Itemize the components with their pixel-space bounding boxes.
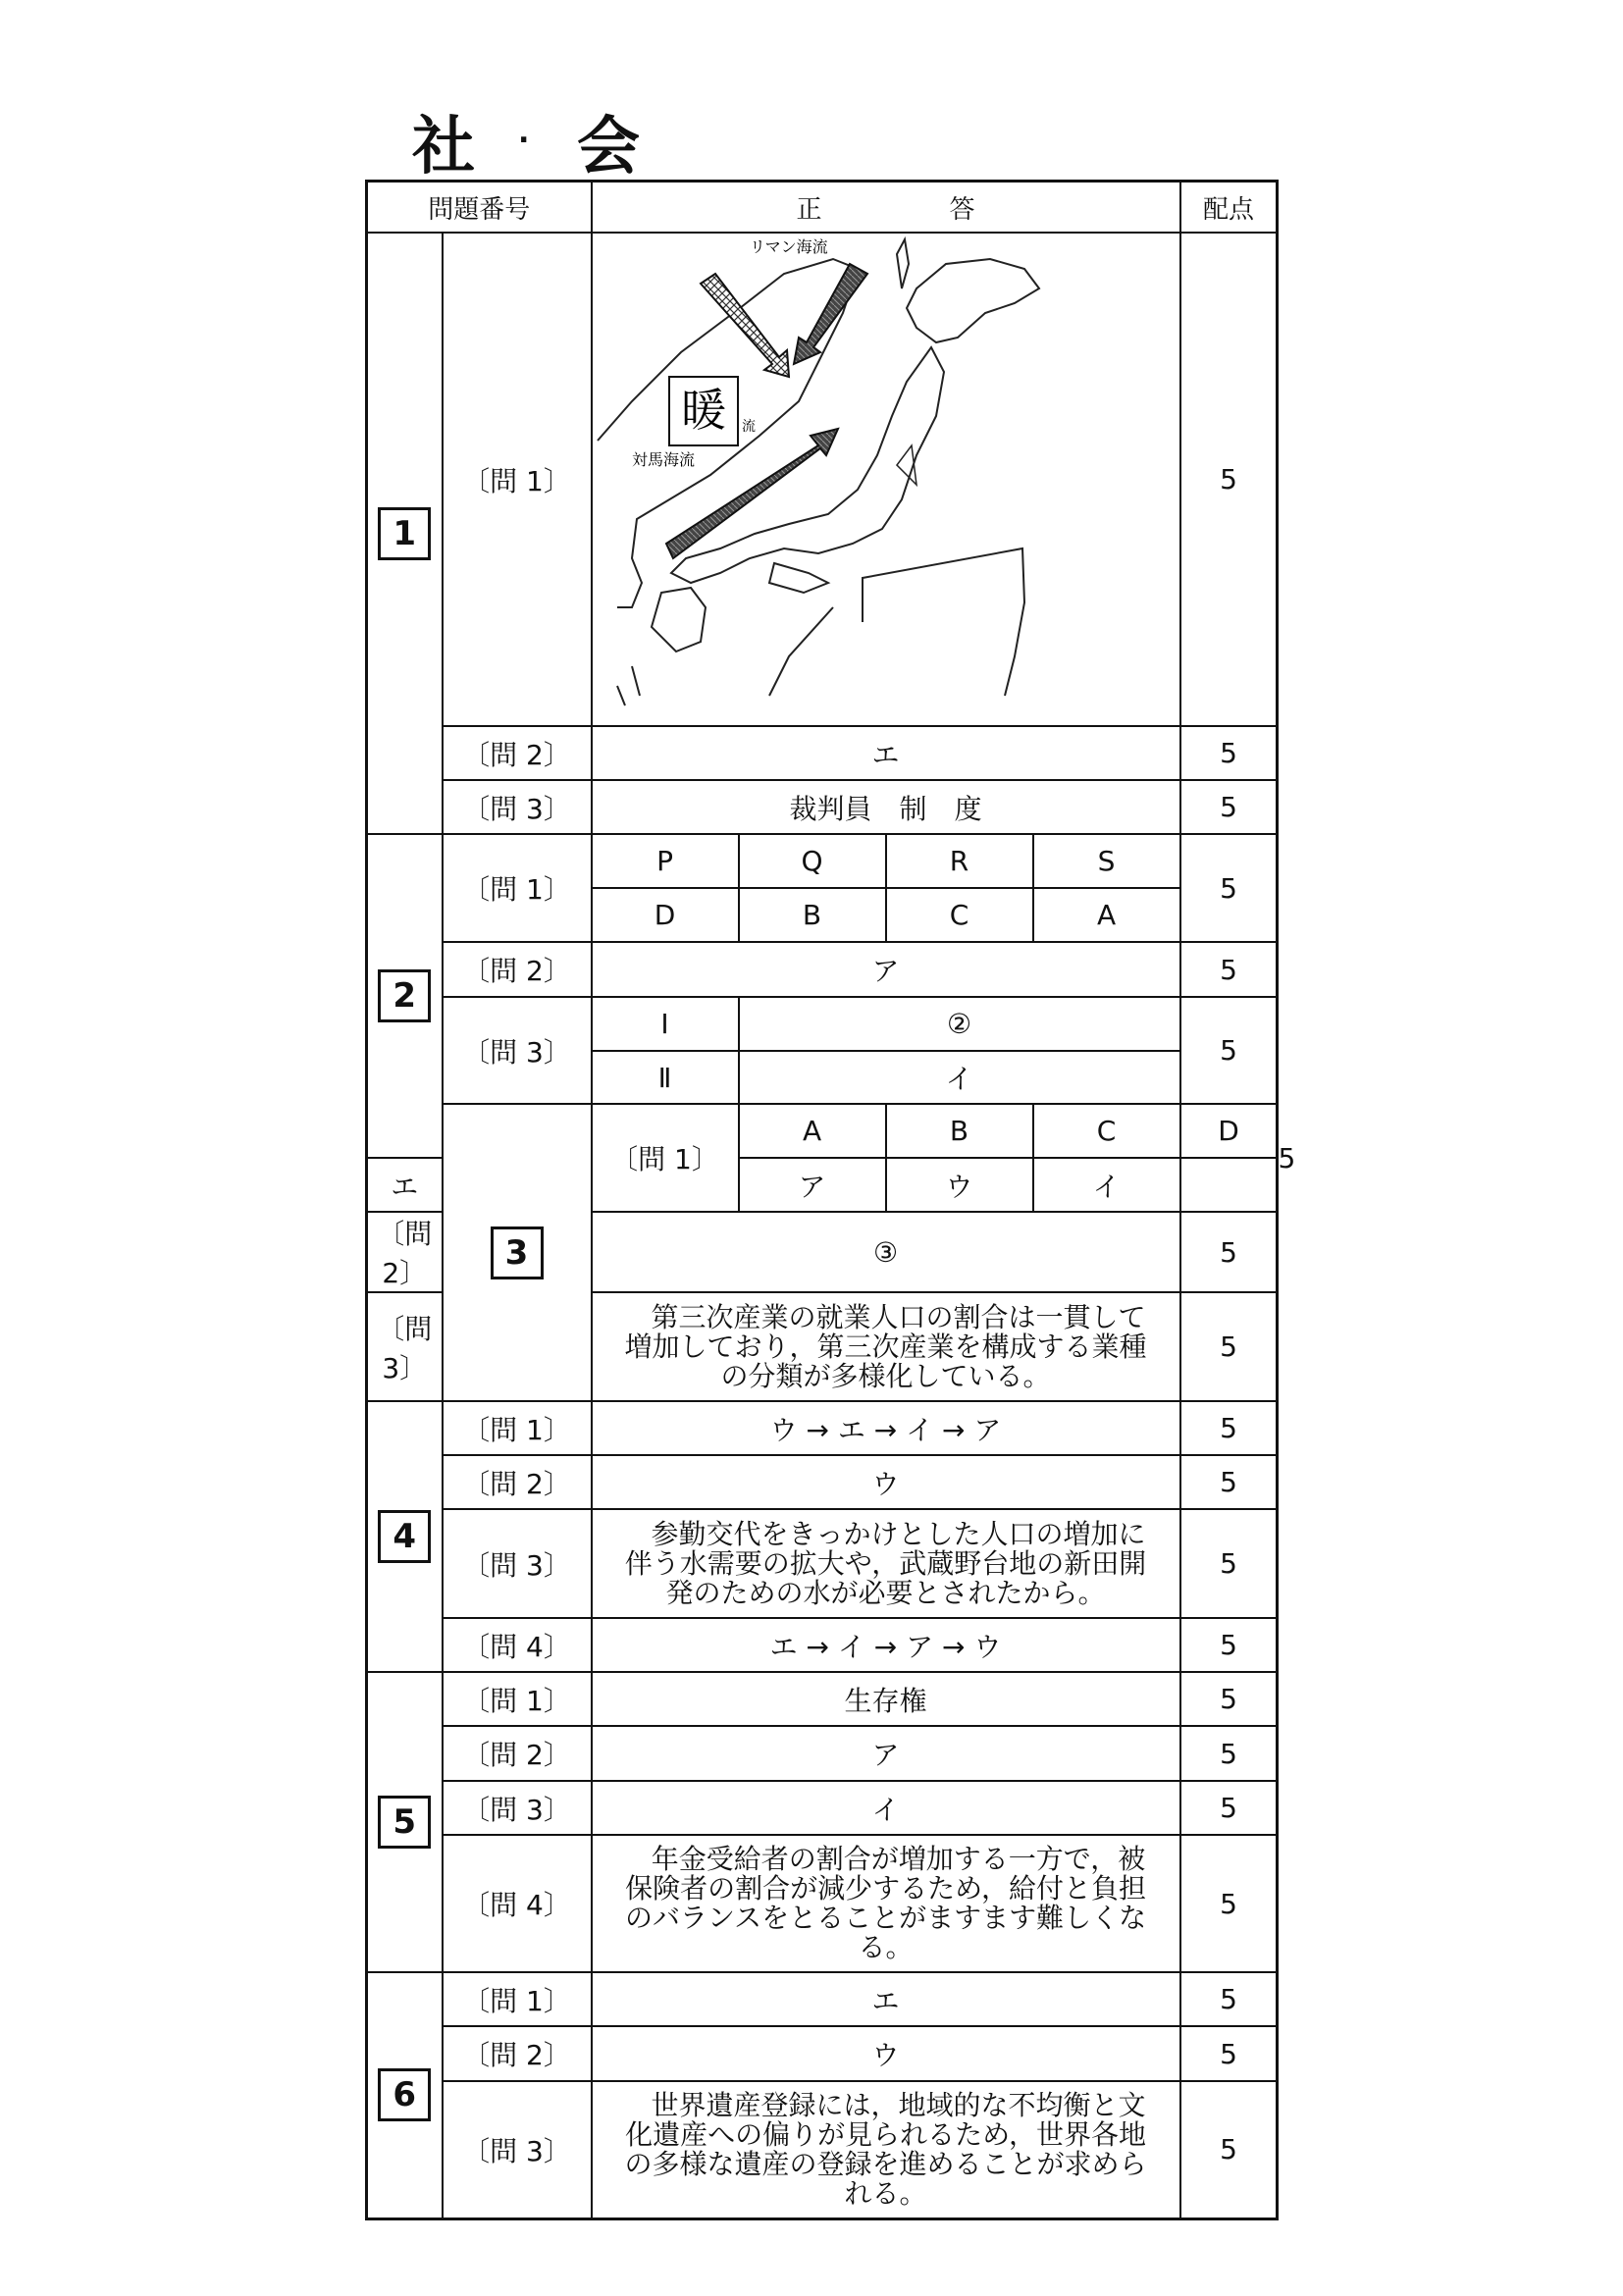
points: 5 [1180,2081,1278,2218]
answer-line: 第三次産業の就業人口の割合は一貫して [651,1300,1146,1333]
answer-line: のバランスをとることがますます難しくな [624,1902,1147,1934]
question-label: 〔問 1〕 [443,1972,592,2026]
current-arrow-hatched [701,274,789,377]
section-number-box: 6 [378,2068,431,2121]
title-char-1: 社 [412,111,477,183]
section-number-box: 3 [491,1226,544,1279]
q1-row-2 [367,726,1278,780]
answer-line: の分類が多様化している。 [720,1359,1051,1392]
points: 5 [1180,1672,1278,1726]
header-points: 配点 [1180,182,1278,234]
header-row [367,182,1278,234]
section-2-number [367,834,443,1158]
sub-answer: C [886,888,1033,942]
section-number-box: 2 [378,969,431,1022]
section-4-number [367,1401,443,1672]
answer-line: 保険者の割合が減少するため，給付と負担 [625,1872,1146,1905]
q4-row-4 [367,1618,1278,1672]
japan-map-image [593,235,1181,725]
answer-cell: ③ [592,1212,1180,1292]
answer-cell: エ [592,726,1180,780]
answer-line: る。 [858,1931,914,1963]
title-char-2: 会 [577,111,642,183]
sub-answer: ウ [886,1158,1033,1212]
question-label: 〔問 3〕 [443,997,592,1104]
sub-answer: イ [739,1051,1180,1104]
q5-row-3 [367,1781,1278,1835]
q2-row-1a [367,834,1278,888]
tsushima-label: 対馬海流 [631,449,695,469]
points: 5 [1180,1835,1278,1972]
points: 5 [1180,2026,1278,2081]
answer-table [365,180,1296,2220]
section-1-number [367,233,443,834]
answer-cell: エ → イ → ア → ウ [592,1618,1180,1672]
answer-line: 増加しており，第三次産業を構成する業種 [624,1330,1147,1363]
answer-text [592,2081,1180,2218]
q4-row-3 [367,1509,1278,1618]
question-label: 〔問 2〕 [443,1455,592,1509]
q5-row-4 [367,1835,1278,1972]
points: 5 [1180,1212,1278,1292]
question-label: 〔問 2〕 [443,942,592,997]
question-label: 〔問 3〕 [443,2081,592,2218]
section-6-number [367,1972,443,2218]
section-5-number [367,1672,443,1972]
answer-line: 参勤交代をきっかけとした人口の増加に [651,1517,1146,1550]
sub-answer: B [739,888,886,942]
points: 5 [1180,1726,1278,1781]
answer-line: 伴う水需要の拡大や，武蔵野台地の新田開 [624,1546,1147,1580]
sub-header: C [1033,1104,1180,1158]
q5-row-2 [367,1726,1278,1781]
section-3-number [443,1104,592,1401]
sub-answer: ア [739,1158,886,1212]
title-dot: . [518,116,532,150]
question-label: 〔問 4〕 [443,1618,592,1672]
answer-line: 世界遺産登録には，地域的な不均衡と文 [651,2088,1146,2121]
points: 5 [1180,1455,1278,1509]
answer-text [592,1835,1180,1972]
question-label: 〔問 1〕 [443,834,592,942]
q1-row-1 [367,233,1278,726]
q6-row-2 [367,2026,1278,2081]
sub-header: A [739,1104,886,1158]
flow-label: 流 [741,418,756,435]
question-label: 〔問 2〕 [443,1726,592,1781]
answer-cell: イ [592,1781,1180,1835]
question-label: 〔問 2〕 [443,726,592,780]
answer-cell: 生存権 [592,1672,1180,1726]
q2-row-2 [367,942,1278,997]
sub-answer: ② [739,997,1180,1051]
warm-label: 暖 [680,383,726,437]
section-number-box: 4 [378,1510,431,1563]
points: 5 [1180,1401,1278,1455]
answer-line: 年金受給者の割合が増加する一方で，被 [651,1843,1146,1875]
answer-line: れる。 [844,2176,927,2210]
points: 5 [1180,780,1278,834]
sub-header: S [1033,834,1180,888]
question-label: 〔問 1〕 [443,1672,592,1726]
points: 5 [1180,1781,1278,1835]
question-label: 〔問 2〕 [367,1212,443,1292]
points: 5 [1180,1972,1278,2026]
q6-row-3 [367,2081,1278,2218]
question-label: 〔問 1〕 [443,1401,592,1455]
q4-row-1 [367,1401,1278,1455]
answer-cell: ウ [592,2026,1180,2081]
tsushima-current-arrow [666,429,838,558]
sub-header: R [886,834,1033,888]
question-label: 〔問 1〕 [592,1104,739,1212]
points: 5 [1180,726,1278,780]
question-label: 〔問 3〕 [443,780,592,834]
sub-header: B [886,1104,1033,1158]
points: 5 [1180,1618,1278,1672]
sub-answer: エ [367,1158,443,1212]
q3-row-1a: 3 〔問 1〕 A B C D 5 [367,1104,1278,1158]
points: 5 [1180,1509,1278,1618]
section-number-box: 5 [378,1796,431,1849]
answer-cell: 裁判員 制 度 [592,780,1180,834]
header-answer: 正 答 [592,182,1180,234]
liman-label: リマン海流 [749,236,828,256]
q4-row-2 [367,1455,1278,1509]
section-number-box: 1 [378,507,431,560]
question-label: 〔問 4〕 [443,1835,592,1972]
answer-line: 発のための水が必要とされたから。 [665,1576,1106,1609]
answer-cell: ウ → エ → イ → ア [592,1401,1180,1455]
sub-header: Ⅰ [592,997,739,1051]
q2-row-3a [367,997,1278,1051]
answer-cell: エ [592,1972,1180,2026]
q5-row-1 [367,1672,1278,1726]
sub-header: Ⅱ [592,1051,739,1104]
question-label: 〔問 3〕 [367,1292,443,1401]
points: 5 [1180,1292,1278,1401]
header-question-no: 問題番号 [367,182,592,234]
q6-row-1 [367,1972,1278,2026]
points: 5 [1180,834,1278,942]
points: 5 [1180,997,1278,1104]
points: 5 [1180,942,1278,997]
sub-answer: イ [1033,1158,1180,1212]
question-label: 〔問 2〕 [443,2026,592,2081]
points: 5 [1180,233,1278,726]
answer-text [592,1509,1180,1618]
question-label: 〔問 3〕 [443,1509,592,1618]
q1-row-3 [367,780,1278,834]
page-title [412,96,642,186]
question-label: 〔問 1〕 [443,233,592,726]
sub-header: P [592,834,739,888]
ocean-current-map [592,233,1180,726]
answer-cell: ウ [592,1455,1180,1509]
answer-line: 化遺産への偏りが見られるため，世界各地 [625,2117,1146,2151]
answer-line: の多様な遺産の登録を進めることが求めら [624,2147,1147,2180]
question-label: 〔問 3〕 [443,1781,592,1835]
sub-answer: A [1033,888,1180,942]
liman-current-arrow [794,264,867,364]
answer-cell: ア [592,942,1180,997]
sub-header: D [1180,1104,1278,1158]
sub-answer: D [592,888,739,942]
answer-cell: ア [592,1726,1180,1781]
answer-text [592,1292,1180,1401]
sub-header: Q [739,834,886,888]
